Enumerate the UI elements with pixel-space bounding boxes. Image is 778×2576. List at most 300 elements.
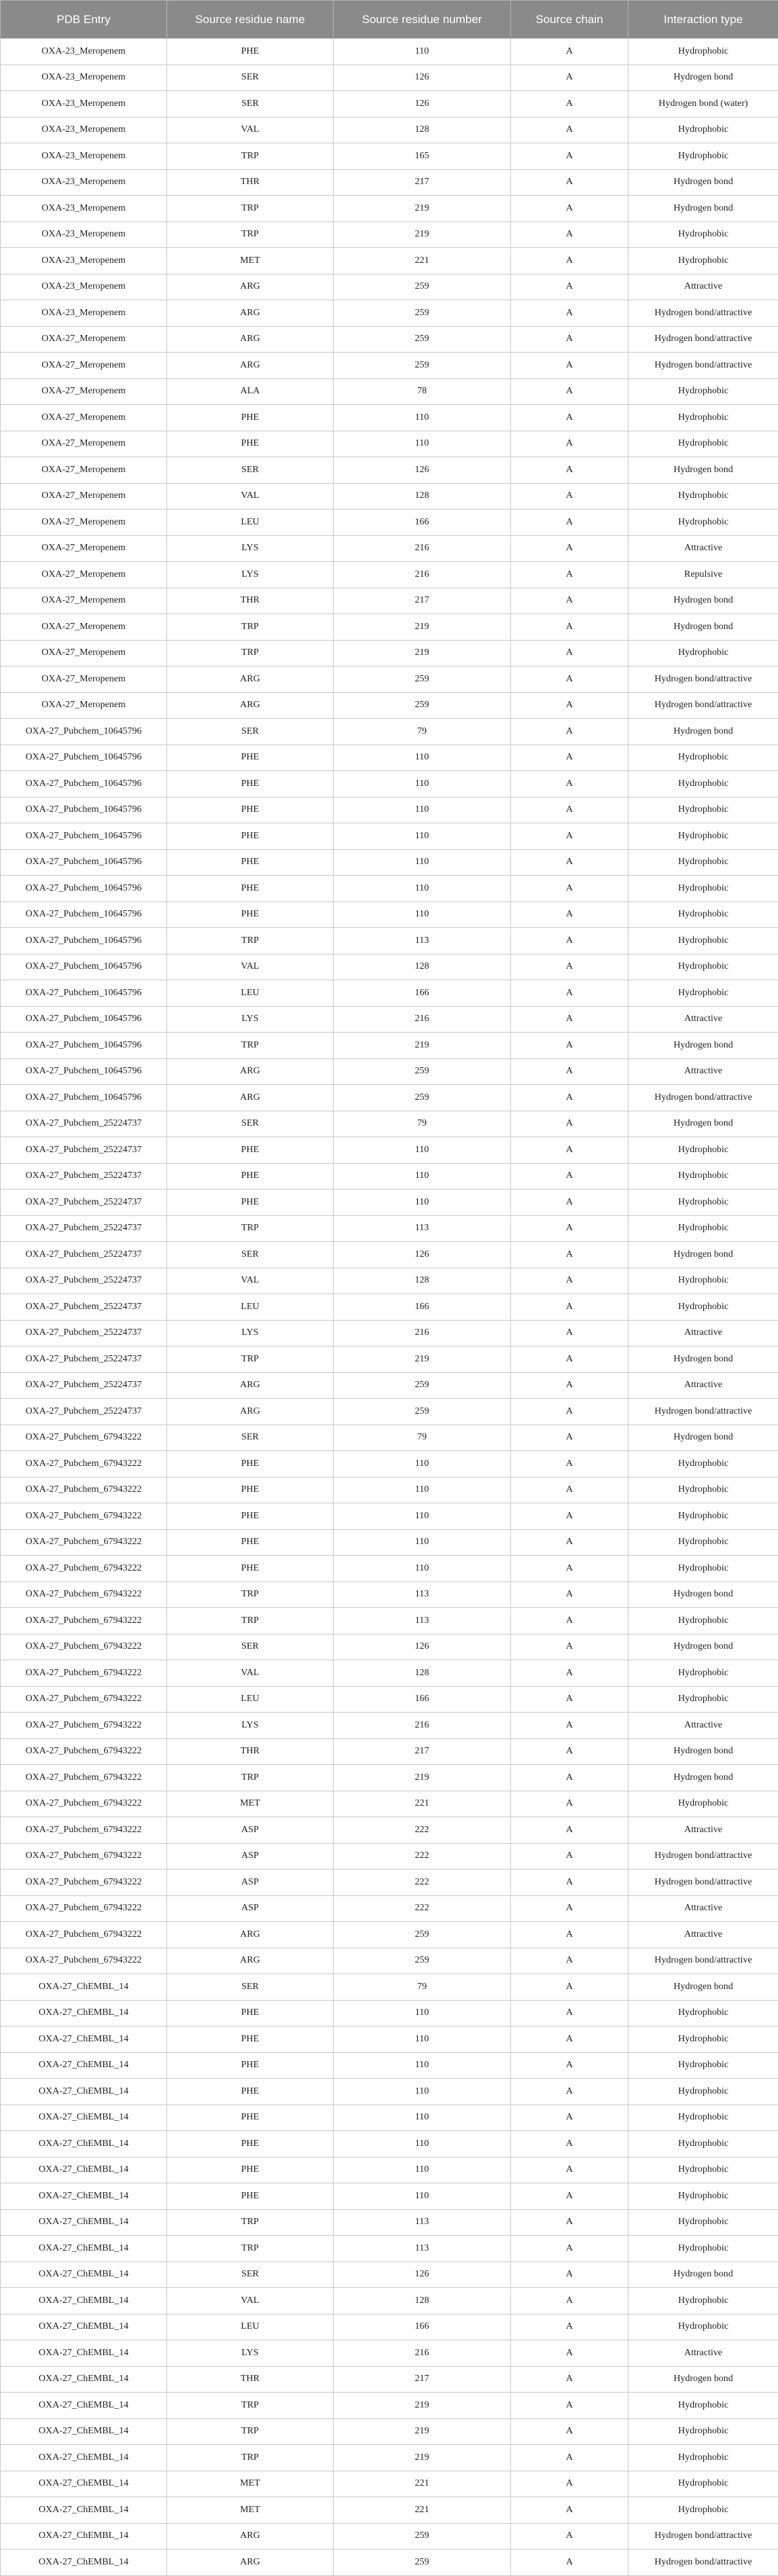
chain-cell: A xyxy=(511,1556,629,1582)
pdb-entry-cell: OXA-23_Meropenem xyxy=(1,65,167,91)
interaction-type-cell: Hydrophobic xyxy=(629,2288,778,2314)
residue-number-cell: 216 xyxy=(334,535,511,562)
residue-name-cell: PHE xyxy=(167,1503,334,1530)
chain-cell: A xyxy=(511,196,629,222)
interaction-type-cell: Hydrogen bond xyxy=(629,614,778,641)
interaction-type-cell: Hydrophobic xyxy=(629,405,778,431)
pdb-entry-cell: OXA-27_Pubchem_25224737 xyxy=(1,1189,167,1216)
residue-number-cell: 216 xyxy=(334,1320,511,1346)
pdb-entry-cell: OXA-27_Pubchem_67943222 xyxy=(1,1686,167,1713)
chain-cell: A xyxy=(511,1660,629,1687)
residue-number-cell: 259 xyxy=(334,692,511,719)
table-row xyxy=(1,1686,778,1713)
residue-name-cell: THR xyxy=(167,169,334,196)
residue-name-cell: PHE xyxy=(167,405,334,431)
table-row xyxy=(1,614,778,641)
interaction-type-cell: Hydrophobic xyxy=(629,248,778,274)
chain-cell: A xyxy=(511,1817,629,1844)
residue-name-cell: PHE xyxy=(167,1451,334,1478)
interaction-type-cell: Hydrogen bond xyxy=(629,1111,778,1137)
residue-name-cell: PHE xyxy=(167,2000,334,2026)
header-row xyxy=(1,1,778,39)
residue-number-cell: 126 xyxy=(334,91,511,118)
pdb-entry-cell: OXA-27_Pubchem_25224737 xyxy=(1,1268,167,1294)
chain-cell: A xyxy=(511,901,629,928)
interaction-type-cell: Hydrogen bond xyxy=(629,169,778,196)
residue-name-cell: VAL xyxy=(167,483,334,509)
pdb-entry-cell: OXA-27_Pubchem_25224737 xyxy=(1,1346,167,1373)
pdb-entry-cell: OXA-27_Pubchem_67943222 xyxy=(1,1843,167,1870)
interaction-type-cell: Hydrophobic xyxy=(629,2131,778,2158)
pdb-entry-cell: OXA-23_Meropenem xyxy=(1,169,167,196)
pdb-entry-cell: OXA-27_Pubchem_10645796 xyxy=(1,849,167,876)
table-row xyxy=(1,1425,778,1451)
residue-number-cell: 222 xyxy=(334,1817,511,1844)
interaction-type-cell: Hydrophobic xyxy=(629,901,778,928)
residue-number-cell: 126 xyxy=(334,457,511,484)
table-row xyxy=(1,117,778,143)
chain-cell: A xyxy=(511,1791,629,1817)
interaction-type-cell: Hydrogen bond xyxy=(629,65,778,91)
residue-number-cell: 126 xyxy=(334,1634,511,1660)
table-row xyxy=(1,2261,778,2288)
pdb-entry-cell: OXA-27_ChEMBL_14 xyxy=(1,2366,167,2393)
pdb-entry-cell: OXA-27_Meropenem xyxy=(1,378,167,405)
pdb-entry-cell: OXA-27_Meropenem xyxy=(1,353,167,379)
residue-number-cell: 110 xyxy=(334,2105,511,2131)
table-row xyxy=(1,2523,778,2550)
interaction-type-cell: Hydrophobic xyxy=(629,2026,778,2053)
residue-number-cell: 79 xyxy=(334,719,511,745)
pdb-entry-cell: OXA-27_ChEMBL_14 xyxy=(1,2340,167,2367)
chain-cell: A xyxy=(511,2523,629,2550)
interaction-type-cell: Hydrogen bond/attractive xyxy=(629,1399,778,1425)
table-row xyxy=(1,2183,778,2210)
table-row xyxy=(1,1372,778,1399)
table-row xyxy=(1,196,778,222)
pdb-entry-cell: OXA-27_Pubchem_67943222 xyxy=(1,1581,167,1608)
residue-name-cell: LEU xyxy=(167,1686,334,1713)
interaction-type-cell: Hydrophobic xyxy=(629,1529,778,1556)
residue-name-cell: SER xyxy=(167,1425,334,1451)
chain-cell: A xyxy=(511,1738,629,1765)
interaction-type-cell: Hydrogen bond xyxy=(629,1634,778,1660)
residue-number-cell: 222 xyxy=(334,1843,511,1870)
residue-number-cell: 259 xyxy=(334,1058,511,1085)
table-row xyxy=(1,1608,778,1634)
residue-name-cell: ARG xyxy=(167,326,334,353)
table-row xyxy=(1,1111,778,1137)
residue-name-cell: TRP xyxy=(167,928,334,954)
interaction-type-cell: Hydrophobic xyxy=(629,2105,778,2131)
chain-cell: A xyxy=(511,2445,629,2471)
chain-cell: A xyxy=(511,2052,629,2079)
chain-cell: A xyxy=(511,614,629,641)
table-row xyxy=(1,666,778,693)
chain-cell: A xyxy=(511,91,629,118)
residue-number-cell: 110 xyxy=(334,2157,511,2183)
chain-cell: A xyxy=(511,1686,629,1713)
interaction-type-cell: Hydrogen bond/attractive xyxy=(629,1948,778,1974)
interaction-type-cell: Hydrophobic xyxy=(629,876,778,902)
interaction-type-cell: Hydrogen bond/attractive xyxy=(629,300,778,327)
pdb-entry-cell: OXA-27_ChEMBL_14 xyxy=(1,2157,167,2183)
table-row xyxy=(1,588,778,614)
table-row xyxy=(1,1974,778,2001)
residue-name-cell: ASP xyxy=(167,1895,334,1922)
chain-cell: A xyxy=(511,353,629,379)
residue-name-cell: TRP xyxy=(167,1215,334,1242)
residue-name-cell: PHE xyxy=(167,431,334,457)
residue-number-cell: 110 xyxy=(334,1529,511,1556)
residue-name-cell: PHE xyxy=(167,2183,334,2210)
interaction-type-cell: Hydrogen bond xyxy=(629,1738,778,1765)
interaction-type-cell: Hydrophobic xyxy=(629,1137,778,1164)
pdb-entry-cell: OXA-23_Meropenem xyxy=(1,274,167,300)
table-body xyxy=(1,39,778,2576)
chain-cell: A xyxy=(511,1713,629,1739)
table-row xyxy=(1,640,778,666)
pdb-entry-cell: OXA-27_Pubchem_25224737 xyxy=(1,1320,167,1346)
pdb-entry-cell: OXA-23_Meropenem xyxy=(1,221,167,248)
residue-name-cell: VAL xyxy=(167,954,334,980)
table-row xyxy=(1,1137,778,1164)
pdb-entry-cell: OXA-27_ChEMBL_14 xyxy=(1,2000,167,2026)
residue-number-cell: 166 xyxy=(334,980,511,1007)
residue-name-cell: LEU xyxy=(167,509,334,536)
table-row xyxy=(1,954,778,980)
pdb-entry-cell: OXA-27_Pubchem_67943222 xyxy=(1,1948,167,1974)
residue-number-cell: 217 xyxy=(334,2366,511,2393)
residue-name-cell: TRP xyxy=(167,2209,334,2236)
pdb-entry-cell: OXA-27_Meropenem xyxy=(1,666,167,693)
interaction-type-cell: Attractive xyxy=(629,1058,778,1085)
table-row xyxy=(1,2340,778,2367)
interaction-type-cell: Hydrophobic xyxy=(629,2000,778,2026)
chain-cell: A xyxy=(511,2550,629,2576)
residue-number-cell: 219 xyxy=(334,2445,511,2471)
interaction-type-cell: Hydrophobic xyxy=(629,1477,778,1503)
interaction-type-cell: Hydrogen bond/attractive xyxy=(629,2523,778,2550)
interaction-type-cell: Hydrophobic xyxy=(629,980,778,1007)
residue-name-cell: SER xyxy=(167,2261,334,2288)
residue-name-cell: LYS xyxy=(167,1713,334,1739)
chain-cell: A xyxy=(511,1294,629,1321)
residue-name-cell: THR xyxy=(167,588,334,614)
residue-name-cell: LYS xyxy=(167,1320,334,1346)
table-row xyxy=(1,1738,778,1765)
residue-name-cell: ASP xyxy=(167,1817,334,1844)
chain-cell: A xyxy=(511,692,629,719)
residue-number-cell: 219 xyxy=(334,2393,511,2419)
interaction-type-cell: Hydrophobic xyxy=(629,1608,778,1634)
residue-name-cell: TRP xyxy=(167,2418,334,2445)
residue-name-cell: ARG xyxy=(167,2523,334,2550)
table-row xyxy=(1,1922,778,1948)
table-row xyxy=(1,2131,778,2158)
chain-cell: A xyxy=(511,1111,629,1137)
residue-number-cell: 128 xyxy=(334,954,511,980)
residue-number-cell: 113 xyxy=(334,928,511,954)
table-row xyxy=(1,692,778,719)
residue-name-cell: PHE xyxy=(167,2157,334,2183)
table-row xyxy=(1,901,778,928)
header-source-chain: Source chain xyxy=(511,1,629,39)
pdb-entry-cell: OXA-27_Pubchem_25224737 xyxy=(1,1372,167,1399)
pdb-entry-cell: OXA-27_Pubchem_10645796 xyxy=(1,745,167,771)
residue-number-cell: 110 xyxy=(334,1451,511,1478)
table-header xyxy=(1,1,778,39)
table-row xyxy=(1,876,778,902)
residue-number-cell: 259 xyxy=(334,1085,511,1111)
chain-cell: A xyxy=(511,2157,629,2183)
chain-cell: A xyxy=(511,823,629,850)
interaction-type-cell: Hydrophobic xyxy=(629,2052,778,2079)
interaction-type-cell: Hydrogen bond xyxy=(629,1581,778,1608)
interaction-type-cell: Hydrogen bond/attractive xyxy=(629,1870,778,1896)
residue-number-cell: 221 xyxy=(334,248,511,274)
chain-cell: A xyxy=(511,65,629,91)
interaction-type-cell: Hydrophobic xyxy=(629,1660,778,1687)
interaction-type-cell: Hydrogen bond xyxy=(629,1242,778,1268)
residue-name-cell: THR xyxy=(167,2366,334,2393)
residue-number-cell: 79 xyxy=(334,1111,511,1137)
pdb-entry-cell: OXA-27_Pubchem_67943222 xyxy=(1,1870,167,1896)
chain-cell: A xyxy=(511,378,629,405)
residue-number-cell: 259 xyxy=(334,1372,511,1399)
table-row xyxy=(1,1268,778,1294)
residue-number-cell: 110 xyxy=(334,1503,511,1530)
residue-name-cell: PHE xyxy=(167,876,334,902)
residue-number-cell: 110 xyxy=(334,2052,511,2079)
header-source-residue-number: Source residue number xyxy=(334,1,511,39)
table-row xyxy=(1,1294,778,1321)
interaction-type-cell: Hydrogen bond xyxy=(629,2261,778,2288)
table-row xyxy=(1,1477,778,1503)
residue-number-cell: 126 xyxy=(334,1242,511,1268)
residue-name-cell: PHE xyxy=(167,771,334,798)
residue-number-cell: 222 xyxy=(334,1895,511,1922)
residue-name-cell: PHE xyxy=(167,849,334,876)
interaction-type-cell: Hydrophobic xyxy=(629,2314,778,2340)
residue-number-cell: 222 xyxy=(334,1870,511,1896)
interaction-type-cell: Hydrogen bond xyxy=(629,1033,778,1059)
table-row xyxy=(1,2418,778,2445)
pdb-entry-cell: OXA-23_Meropenem xyxy=(1,196,167,222)
table-row xyxy=(1,2026,778,2053)
interaction-type-cell: Attractive xyxy=(629,274,778,300)
table-row xyxy=(1,483,778,509)
residue-name-cell: ARG xyxy=(167,1085,334,1111)
residue-number-cell: 259 xyxy=(334,274,511,300)
table-row xyxy=(1,509,778,536)
table-row xyxy=(1,2366,778,2393)
table-row xyxy=(1,1660,778,1687)
table-row xyxy=(1,1895,778,1922)
interaction-type-cell: Repulsive xyxy=(629,562,778,588)
pdb-entry-cell: OXA-27_Pubchem_67943222 xyxy=(1,1713,167,1739)
table-row xyxy=(1,823,778,850)
table-row xyxy=(1,849,778,876)
interaction-type-cell: Hydrophobic xyxy=(629,431,778,457)
interaction-type-cell: Hydrophobic xyxy=(629,509,778,536)
residue-name-cell: TRP xyxy=(167,2445,334,2471)
interaction-type-cell: Hydrophobic xyxy=(629,2209,778,2236)
residue-number-cell: 126 xyxy=(334,65,511,91)
pdb-entry-cell: OXA-27_Meropenem xyxy=(1,535,167,562)
residue-name-cell: LEU xyxy=(167,980,334,1007)
chain-cell: A xyxy=(511,2000,629,2026)
pdb-entry-cell: OXA-27_Pubchem_10645796 xyxy=(1,901,167,928)
chain-cell: A xyxy=(511,1137,629,1164)
table-row xyxy=(1,248,778,274)
residue-number-cell: 259 xyxy=(334,1399,511,1425)
interaction-type-cell: Hydrophobic xyxy=(629,39,778,65)
chain-cell: A xyxy=(511,2366,629,2393)
table-row xyxy=(1,797,778,823)
residue-name-cell: MET xyxy=(167,2497,334,2524)
pdb-entry-cell: OXA-27_Pubchem_10645796 xyxy=(1,771,167,798)
residue-number-cell: 110 xyxy=(334,2183,511,2210)
residue-number-cell: 110 xyxy=(334,1477,511,1503)
interaction-type-cell: Hydrophobic xyxy=(629,928,778,954)
residue-name-cell: TRP xyxy=(167,1346,334,1373)
pdb-entry-cell: OXA-27_Pubchem_10645796 xyxy=(1,797,167,823)
residue-number-cell: 219 xyxy=(334,1346,511,1373)
interaction-type-cell: Attractive xyxy=(629,1713,778,1739)
pdb-entry-cell: OXA-27_ChEMBL_14 xyxy=(1,2288,167,2314)
interaction-type-cell: Hydrophobic xyxy=(629,823,778,850)
pdb-entry-cell: OXA-27_Meropenem xyxy=(1,588,167,614)
residue-number-cell: 166 xyxy=(334,1294,511,1321)
pdb-entry-cell: OXA-23_Meropenem xyxy=(1,39,167,65)
pdb-entry-cell: OXA-27_Pubchem_67943222 xyxy=(1,1451,167,1478)
residue-name-cell: MET xyxy=(167,248,334,274)
residue-name-cell: PHE xyxy=(167,1189,334,1216)
residue-name-cell: ARG xyxy=(167,1372,334,1399)
pdb-entry-cell: OXA-27_Pubchem_67943222 xyxy=(1,1791,167,1817)
pdb-entry-cell: OXA-27_ChEMBL_14 xyxy=(1,2471,167,2497)
residue-number-cell: 110 xyxy=(334,39,511,65)
residue-number-cell: 166 xyxy=(334,509,511,536)
chain-cell: A xyxy=(511,2340,629,2367)
pdb-entry-cell: OXA-27_Meropenem xyxy=(1,509,167,536)
chain-cell: A xyxy=(511,2497,629,2524)
chain-cell: A xyxy=(511,1503,629,1530)
chain-cell: A xyxy=(511,1425,629,1451)
pdb-entry-cell: OXA-27_Meropenem xyxy=(1,326,167,353)
table-row xyxy=(1,1765,778,1791)
residue-name-cell: ARG xyxy=(167,666,334,693)
chain-cell: A xyxy=(511,169,629,196)
residue-number-cell: 110 xyxy=(334,745,511,771)
chain-cell: A xyxy=(511,2236,629,2262)
residue-name-cell: VAL xyxy=(167,2288,334,2314)
chain-cell: A xyxy=(511,876,629,902)
chain-cell: A xyxy=(511,1922,629,1948)
residue-name-cell: PHE xyxy=(167,1529,334,1556)
residue-number-cell: 110 xyxy=(334,1163,511,1189)
chain-cell: A xyxy=(511,2288,629,2314)
interaction-type-cell: Hydrophobic xyxy=(629,1294,778,1321)
pdb-entry-cell: OXA-27_ChEMBL_14 xyxy=(1,1974,167,2001)
residue-name-cell: SER xyxy=(167,719,334,745)
pdb-entry-cell: OXA-27_Meropenem xyxy=(1,614,167,641)
residue-name-cell: SER xyxy=(167,1242,334,1268)
chain-cell: A xyxy=(511,2105,629,2131)
interaction-type-cell: Hydrogen bond/attractive xyxy=(629,1843,778,1870)
residue-number-cell: 128 xyxy=(334,117,511,143)
residue-name-cell: TRP xyxy=(167,2236,334,2262)
table-row xyxy=(1,2497,778,2524)
chain-cell: A xyxy=(511,300,629,327)
chain-cell: A xyxy=(511,2026,629,2053)
pdb-entry-cell: OXA-27_ChEMBL_14 xyxy=(1,2261,167,2288)
residue-name-cell: ARG xyxy=(167,1922,334,1948)
residue-number-cell: 110 xyxy=(334,823,511,850)
interaction-type-cell: Hydrophobic xyxy=(629,1215,778,1242)
residue-number-cell: 219 xyxy=(334,2418,511,2445)
residue-number-cell: 259 xyxy=(334,1948,511,1974)
table-row xyxy=(1,771,778,798)
residue-name-cell: PHE xyxy=(167,2026,334,2053)
residue-number-cell: 216 xyxy=(334,562,511,588)
interaction-type-cell: Hydrogen bond/attractive xyxy=(629,1085,778,1111)
residue-name-cell: TRP xyxy=(167,221,334,248)
residue-name-cell: ALA xyxy=(167,378,334,405)
chain-cell: A xyxy=(511,483,629,509)
residue-number-cell: 126 xyxy=(334,2261,511,2288)
pdb-entry-cell: OXA-27_Pubchem_10645796 xyxy=(1,954,167,980)
pdb-entry-cell: OXA-27_Pubchem_67943222 xyxy=(1,1608,167,1634)
table-row xyxy=(1,65,778,91)
table-row xyxy=(1,2052,778,2079)
interaction-type-cell: Attractive xyxy=(629,1320,778,1346)
chain-cell: A xyxy=(511,1765,629,1791)
chain-cell: A xyxy=(511,431,629,457)
interaction-type-cell: Hydrogen bond/attractive xyxy=(629,326,778,353)
residue-name-cell: PHE xyxy=(167,39,334,65)
residue-number-cell: 113 xyxy=(334,1581,511,1608)
chain-cell: A xyxy=(511,117,629,143)
table-row xyxy=(1,1058,778,1085)
residue-name-cell: ARG xyxy=(167,300,334,327)
chain-cell: A xyxy=(511,1451,629,1478)
table-row xyxy=(1,2105,778,2131)
residue-name-cell: PHE xyxy=(167,823,334,850)
table-row xyxy=(1,1399,778,1425)
chain-cell: A xyxy=(511,1399,629,1425)
chain-cell: A xyxy=(511,954,629,980)
residue-number-cell: 110 xyxy=(334,1189,511,1216)
interaction-type-cell: Hydrophobic xyxy=(629,378,778,405)
residue-number-cell: 259 xyxy=(334,1922,511,1948)
chain-cell: A xyxy=(511,1581,629,1608)
residue-number-cell: 110 xyxy=(334,797,511,823)
chain-cell: A xyxy=(511,1948,629,1974)
pdb-entry-cell: OXA-27_ChEMBL_14 xyxy=(1,2314,167,2340)
pdb-entry-cell: OXA-27_Meropenem xyxy=(1,457,167,484)
interaction-type-cell: Hydrogen bond xyxy=(629,719,778,745)
residue-number-cell: 216 xyxy=(334,1006,511,1033)
chain-cell: A xyxy=(511,666,629,693)
residue-number-cell: 110 xyxy=(334,901,511,928)
table-row xyxy=(1,405,778,431)
chain-cell: A xyxy=(511,2131,629,2158)
pdb-entry-cell: OXA-27_Pubchem_25224737 xyxy=(1,1215,167,1242)
residue-number-cell: 217 xyxy=(334,588,511,614)
pdb-entry-cell: OXA-27_ChEMBL_14 xyxy=(1,2497,167,2524)
